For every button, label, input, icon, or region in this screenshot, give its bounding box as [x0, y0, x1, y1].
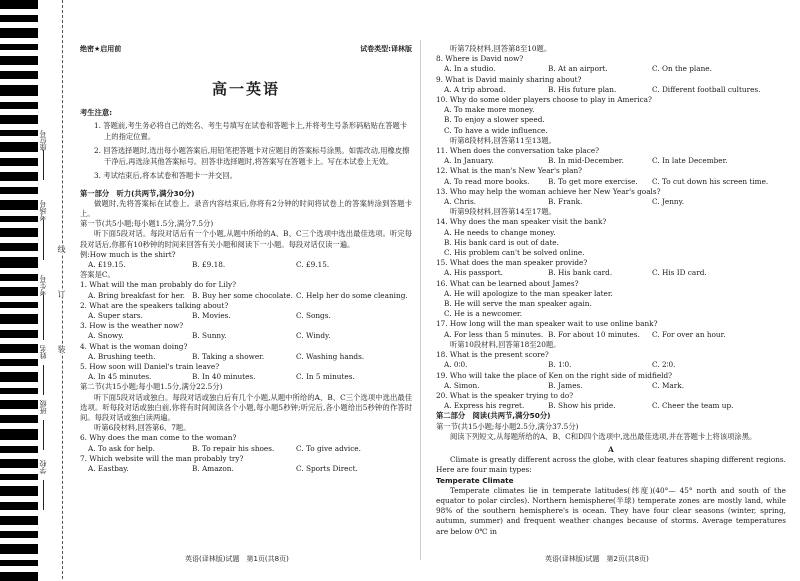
section2-intro: 听下面5段对话或独白。每段对话或独白后有几个小题,从题中所给的A、B、C三个选项中选出最佳选项。听每段对话或独白前,你将有时间阅读各个小题,每小题5秒钟;听完后,各小题给出5秒钟的作答时间。每段对话或独白读两遍。: [80, 392, 412, 423]
class-blank: [43, 420, 44, 450]
question-options: [436, 197, 786, 207]
barcode-stripe: [0, 572, 38, 581]
question: 2. What are the speakers talking about?: [80, 300, 229, 310]
option-a: A. For less than 5 minutes.: [444, 329, 544, 339]
barcode-stripe: [0, 172, 38, 181]
cut-mark-line: 线: [57, 245, 66, 253]
barcode-stripe: [0, 56, 38, 65]
question-options: [80, 311, 412, 321]
option-c: C. Songs.: [296, 311, 331, 321]
binding-margin: [38, 0, 72, 579]
question-options: [80, 464, 412, 474]
option-c: C. Different football cultures.: [652, 84, 761, 94]
option-a: A. A trip abroad.: [444, 84, 506, 94]
barcode-stripe: [0, 274, 38, 281]
part1-intro: 做题时,先将答案标在试卷上。录音内容结束后,你将有2分钟的时间将试卷上的答案转涂到答题卡上。: [80, 198, 412, 219]
q16-option-a: A. He will apologize to the man speaker later.: [444, 288, 613, 298]
barcode-stripe: [0, 415, 38, 423]
exam-room-field: 考场号: [39, 200, 47, 221]
barcode-stripe: [0, 516, 38, 525]
barcode-stripe: [0, 257, 38, 268]
barcode-stripe: [0, 15, 38, 22]
part1-heading: 第一部分 听力(共两节,满分30分): [80, 188, 195, 198]
question-options: [436, 360, 786, 370]
barcode-stripe: [0, 187, 38, 194]
example-answer: 答案是C。: [80, 270, 115, 280]
conversation-9-label: 听第9段材料,回答第14至17题。: [450, 207, 556, 217]
option-b: B. £9.18.: [192, 260, 226, 270]
barcode-stripe: [0, 486, 38, 496]
option-a: A. Bring breakfast for her.: [88, 290, 186, 300]
question-16: 16. What can be learned about James?: [436, 278, 579, 288]
q15-options: [436, 268, 786, 278]
q10-option-a: A. To make more money.: [444, 105, 535, 115]
barcode-stripe: [0, 531, 38, 538]
question-options: [80, 444, 412, 454]
option-a: A. Chris.: [444, 197, 477, 207]
passage-subheading: Temperate Climate: [436, 475, 514, 485]
question: 6. Why does the man come to the woman?: [80, 433, 237, 443]
option-b: B. In mid-December.: [548, 156, 624, 166]
school-blank: [43, 480, 44, 510]
option-a: A. Brushing teeth.: [88, 351, 156, 361]
barcode-stripe: [0, 130, 38, 136]
question: 12. What is the man's New Year's plan?: [436, 166, 583, 176]
q16-option-c: C. He is a newcomer.: [444, 309, 523, 319]
barcode-stripe: [0, 459, 38, 468]
barcode-stripe: [0, 314, 38, 324]
question: 5. How soon will Daniel's train leave?: [80, 362, 220, 372]
option-b: B. Show his pride.: [548, 401, 616, 411]
question: 13. Who may help the woman achieve her New Year's goals?: [436, 186, 661, 196]
barcode-stripe: [0, 0, 38, 9]
exam-title: 高一英语: [211, 80, 280, 99]
notes-heading: 考生注意:: [80, 108, 113, 118]
section1-heading: 第一节(共5小题;每小题1.5分,满分7.5分): [80, 219, 214, 229]
barcode-stripe: [0, 71, 38, 79]
barcode-stripe: [0, 344, 38, 353]
question-options: [436, 85, 786, 95]
question: 1. What will the man probably do for Lily?: [80, 280, 237, 290]
option-a: A. To read more books.: [444, 176, 530, 186]
paper-type: 试卷类型:译林版: [360, 45, 412, 53]
barcode-stripe: [0, 560, 38, 566]
option-a: A. 0∶0.: [444, 360, 468, 370]
option-c: C. Cheer the team up.: [652, 401, 734, 411]
barcode-stripe: [0, 28, 38, 38]
q16-option-b: B. He will serve the man speaker again.: [444, 299, 592, 309]
question-15: 15. What does the man speaker provide?: [436, 258, 588, 268]
option-b: B. Taking a shower.: [192, 351, 265, 361]
conversation-6-label: 听第6段材料,回答第6、7题。: [94, 423, 191, 433]
option-c: C. Windy.: [296, 331, 331, 341]
question: 19. Who will take the place of Ken on the right side of midfield?: [436, 370, 673, 380]
left-page-column: [80, 40, 412, 474]
barcode-stripe: [0, 243, 38, 251]
option-c: C. On the plane.: [652, 64, 712, 74]
option-b: B. Frank.: [548, 197, 583, 207]
barcode-stripe: [0, 429, 38, 440]
student-number-blank: [43, 295, 44, 340]
seat-number-field: 座位号: [39, 130, 47, 151]
binding-barcode-stripes: [0, 0, 38, 579]
option-c: C. Washing hands.: [296, 351, 365, 361]
example-options: [80, 260, 412, 270]
barcode-stripe: [0, 372, 38, 382]
option-b: B. To get more exercise.: [548, 176, 638, 186]
option-c: C. To give advice.: [296, 443, 361, 453]
barcode-stripe: [0, 200, 38, 210]
barcode-stripe: [0, 359, 38, 366]
option-b: B. For about 10 minutes.: [548, 329, 640, 339]
question-options: [436, 156, 786, 166]
barcode-stripe: [0, 44, 38, 50]
option-a: A. Simon.: [444, 380, 480, 390]
cut-mark-bind: 订: [57, 290, 66, 298]
seat-number-blank: [43, 150, 44, 180]
question-options: [80, 291, 412, 301]
school-field: 学校: [39, 460, 47, 474]
question: 9. What is David mainly sharing about?: [436, 74, 582, 84]
question-10: 10. Why do some older players choose to play in America?: [436, 95, 652, 105]
example-question: 例:How much is the shirt?: [80, 249, 176, 259]
q10-option-c: C. To have a wide influence.: [444, 125, 548, 135]
q14-option-b: B. His bank card is out of date.: [444, 237, 559, 247]
option-a: A. To ask for help.: [88, 443, 156, 453]
name-blank: [43, 365, 44, 395]
question-options: [80, 331, 412, 341]
section1-intro: 听下面5段对话。每段对话后有一个小题,从题中所给的A、B、C三个选项中选出最佳选项。听完每段对话后,你都有10秒钟的时间来回答有关小题和阅读下一小题。每段对话仅读一遍。: [80, 229, 412, 249]
student-number-field: 考生号: [39, 275, 47, 296]
exam-room-blank: [43, 220, 44, 260]
q14-option-a: A. He needs to change money.: [444, 227, 556, 237]
conversation-8-label: 听第8段材料,回答第11至13题。: [450, 135, 556, 145]
right-page-column: [436, 44, 786, 537]
option-a: A. In a studio.: [444, 64, 496, 74]
option-b: B. 1∶0.: [548, 360, 572, 370]
question-14: 14. Why does the man speaker visit the bank?: [436, 217, 607, 227]
passage-paragraph: Climate is greatly different across the globe, with clear features shaping different regions. Here are four main types:: [436, 455, 786, 475]
question: 11. When does the conversation take place?: [436, 146, 600, 156]
question: 8. Where is David now?: [436, 54, 524, 64]
option-b: B. Sunny.: [192, 331, 227, 341]
barcode-stripe: [0, 115, 38, 124]
confidential-mark: 绝密★启用前: [80, 45, 122, 53]
option-a: A. Eastbay.: [88, 464, 129, 474]
question: 20. What is the speaker trying to do?: [436, 390, 574, 400]
conversation-7-label: 听第7段材料,回答第8至10题。: [450, 44, 552, 53]
barcode-stripe: [0, 228, 38, 237]
option-b: B. In 40 minutes.: [192, 372, 256, 382]
barcode-stripe: [0, 330, 38, 338]
note-item: 1. 答题前,考生务必将自己的姓名、考生号填写在试卷和答题卡上,并将考生号条形码粘贴在答题卡上的指定位置。: [94, 120, 408, 141]
section2-heading: 第二节(共15小题;每小题1.5分,满分22.5分): [80, 382, 223, 392]
passage-paragraph: Temperate climates lie in temperate latitudes(纬度)(40°— 45° north and south of the equator to polar circles). Northern hemisphere(半球) temperate zones are mostly land, while 98% of the southern hemisphere's is ocean. They have four clear seasons (winter, spring, autumn, summer) and frequent weather changes because of storms. Average temperatures are below 0℃ in: [436, 485, 786, 536]
barcode-stripe: [0, 287, 38, 296]
question-options: [436, 64, 786, 74]
page-footer-right: 英语(译林版)试题 第2页(共8页): [545, 555, 649, 563]
barcode-stripe: [0, 302, 38, 308]
question-options: [436, 381, 786, 391]
part2-intro: 阅读下列短文,从每题所给的A、B、C和D四个选项中,选出最佳选项,并在答题卡上将该项涂黑。: [450, 431, 757, 441]
class-field: 班级: [39, 400, 47, 414]
q17-options: [436, 330, 786, 340]
option-c: C. Jenny.: [652, 197, 685, 207]
option-b: B. At an airport.: [548, 64, 608, 74]
option-c: C. £9.15.: [296, 260, 330, 270]
barcode-stripe: [0, 388, 38, 394]
barcode-stripe: [0, 446, 38, 453]
barcode-stripe: [0, 102, 38, 109]
option-c: C. Help her do some cleaning.: [296, 290, 408, 300]
barcode-stripe: [0, 474, 38, 480]
question: 4. What is the woman doing?: [80, 341, 188, 351]
option-a: A. Snowy.: [88, 331, 124, 341]
q10-option-b: B. To enjoy a slower speed.: [444, 115, 545, 125]
barcode-stripe: [0, 216, 38, 222]
option-c: C. His ID card.: [652, 268, 707, 278]
option-c: C. To cut down his screen time.: [652, 176, 769, 186]
barcode-stripe: [0, 158, 38, 166]
note-item: 2. 回答选择题时,选出每小题答案后,用铅笔把答题卡对应题目的答案标号涂黑。如需改动,用橡皮擦干净后,再选涂其他答案标号。回答非选择题时,将答案写在答题卡上。写在本试卷上无效。: [94, 145, 410, 166]
option-a: A. In January.: [444, 156, 494, 166]
option-c: C. Mark.: [652, 380, 685, 390]
option-b: B. To repair his shoes.: [192, 443, 275, 453]
page-footer-left: 英语(译林版)试题 第1页(共8页): [185, 555, 289, 563]
option-b: B. His future plan.: [548, 84, 617, 94]
question-17: 17. How long will the man speaker wait to use online bank?: [436, 319, 658, 329]
name-field: 姓名: [39, 345, 47, 359]
option-b: B. Movies.: [192, 311, 231, 321]
option-a: A. His passport.: [444, 268, 503, 278]
question: 7. Which website will the man probably try?: [80, 453, 244, 463]
barcode-stripe: [0, 544, 38, 554]
option-a: A. In 45 minutes.: [88, 372, 152, 382]
question: 3. How is the weather now?: [80, 321, 184, 331]
question-options: [436, 401, 786, 411]
q14-option-c: C. His problem can't be solved online.: [444, 248, 585, 258]
barcode-stripe: [0, 85, 38, 96]
page-header: [80, 44, 412, 54]
option-b: B. James.: [548, 380, 583, 390]
option-c: C. 2∶0.: [652, 360, 676, 370]
part2-heading: 第二部分 阅读(共两节,满分50分): [436, 411, 551, 421]
question-options: [80, 352, 412, 362]
barcode-stripe: [0, 400, 38, 409]
option-c: C. In 5 minutes.: [296, 372, 355, 382]
option-c: C. Sports Direct.: [296, 464, 358, 474]
option-c: C. In late December.: [652, 156, 728, 166]
cut-mark-pack: 装: [57, 345, 66, 353]
option-b: B. His bank card.: [548, 268, 613, 278]
option-b: B. Buy her some chocolate.: [192, 290, 293, 300]
passage-label: A: [608, 444, 614, 454]
option-a: A. Express his regret.: [444, 401, 525, 411]
barcode-stripe: [0, 142, 38, 152]
option-c: C. For over an hour.: [652, 329, 726, 339]
note-item: 3. 考试结束后,将本试卷和答题卡一并交回。: [94, 170, 237, 180]
part2-section1-heading: 第一节(共15小题;每小题2.5分,满分37.5分): [436, 421, 579, 431]
option-b: B. Amazon.: [192, 464, 234, 474]
option-a: A. Super stars.: [88, 311, 143, 321]
question-options: [80, 372, 412, 382]
question: 18. What is the present score?: [436, 350, 549, 360]
option-a: A. £19.15.: [88, 260, 126, 270]
question-options: [436, 177, 786, 187]
column-divider: [420, 40, 421, 560]
conversation-10-label: 听第10段材料,回答第18至20题。: [450, 339, 561, 349]
barcode-stripe: [0, 502, 38, 510]
